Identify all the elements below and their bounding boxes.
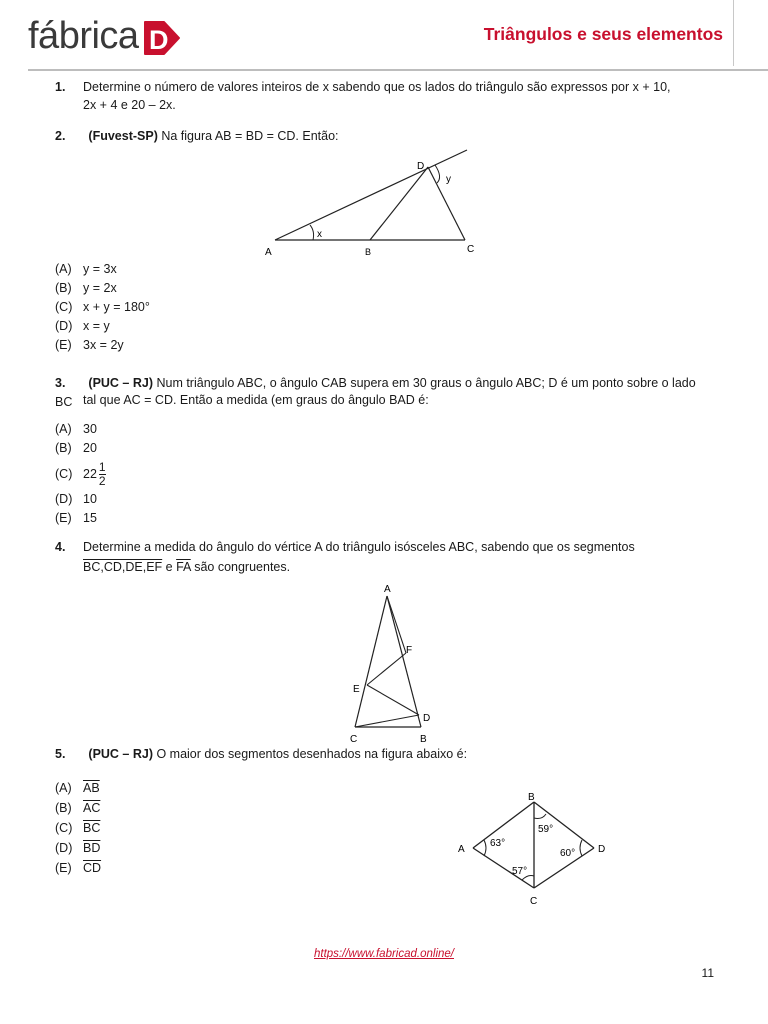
q5-options — [55, 779, 101, 879]
q5-angle-60: 60° — [560, 848, 576, 859]
q5-option-e[interactable]: (E) $\overline{CD}$ — [55, 861, 102, 875]
q5-label-a: A — [458, 844, 465, 855]
q5-number: 5. — [55, 747, 66, 761]
q3-option-c[interactable]: (C) 22 $\frac{1}{2}$ — [55, 460, 106, 489]
q5-angle-59: 59° — [538, 824, 554, 835]
q3-option-b[interactable]: (B) 20 — [55, 441, 97, 455]
q5-label-d: D — [598, 844, 606, 855]
q4-label-f: F — [406, 645, 413, 656]
q5-angle-57: 57° — [512, 866, 528, 877]
q5-option-c[interactable]: (C) $\overline{BC}$ — [55, 821, 101, 835]
q3-options — [55, 420, 255, 528]
q5-figure — [450, 788, 620, 910]
q2-option-b[interactable]: (B) y = 2x — [55, 281, 117, 295]
q3-text-line1: Num triângulo ABC, o ângulo CAB supera em 30 graus o ângulo ABC; D é um ponto sobre o lado BC — [55, 376, 696, 409]
q2-text: Na figura AB = BD = CD. Então: — [157, 129, 339, 143]
header-divider — [28, 69, 768, 71]
q4-label-e: E — [353, 684, 360, 695]
q4-label-a: A — [384, 584, 391, 595]
q1-number: 1. — [55, 80, 66, 94]
q2-option-e[interactable]: (E) 3x = 2y — [55, 338, 124, 352]
q2-figure — [255, 145, 485, 260]
q5-source: (PUC – RJ) — [88, 747, 153, 761]
q5-text: O maior dos segmentos desenhados na figura abaixo é: — [153, 747, 468, 761]
brand-text: fábrica — [28, 15, 139, 57]
page-title: Triângulos e seus elementos — [483, 24, 723, 44]
q3-number: 3. — [55, 376, 66, 390]
q5-option-d[interactable]: (D) $\overline{BD}$ — [55, 841, 101, 855]
q5-option-b[interactable]: (B) $\overline{AC}$ — [55, 801, 101, 815]
q5-label-c: C — [530, 896, 538, 907]
q4-figure — [340, 582, 440, 747]
q2-label-a: A — [265, 247, 272, 258]
q3-option-e[interactable]: (E) 15 — [55, 511, 97, 525]
q4-text-line2: BC,CD,DE,EF e $\overline{FA}$ são congruentes. — [83, 560, 291, 574]
q4-label-d: D — [423, 713, 431, 724]
q1-text-line1: Determine o número de valores inteiros de x sabendo que os lados do triângulo são expressos por x + 10, — [83, 80, 671, 94]
q1-text-line2: 2x + 4 e 20 – 2x. — [83, 98, 176, 112]
q2-option-d[interactable]: (D) x = y — [55, 319, 110, 333]
page-number: 11 — [701, 966, 714, 980]
q2-label-b: B — [365, 247, 372, 257]
header-divider-vertical — [733, 0, 734, 66]
q2-number: 2. — [55, 129, 66, 143]
q5-statement — [55, 745, 467, 764]
footer-link[interactable]: https://www.fabricad.online/ — [314, 948, 454, 960]
q4-segment-fa: $\overline{FA}$ — [176, 560, 191, 574]
q5-label-b: B — [528, 792, 535, 803]
q2-label-c: C — [467, 244, 475, 255]
q5-angle-63: 63° — [490, 838, 506, 849]
q2-label-x: x — [317, 229, 322, 240]
q2-label-y: y — [446, 174, 451, 185]
q2-label-d: D — [417, 161, 425, 172]
q3-option-d[interactable]: (D) 10 — [55, 492, 97, 506]
q2-option-c[interactable]: (C) x + y = 180° — [55, 300, 150, 314]
q2-option-a[interactable]: (A) y = 3x — [55, 262, 117, 276]
q4-segments: BC,CD,DE,EF — [83, 560, 163, 574]
q4-number: 4. — [55, 540, 66, 554]
q2-statement — [55, 127, 339, 146]
q5-option-a[interactable]: (A) $\overline{AB}$ — [55, 781, 100, 795]
q2-options — [55, 260, 150, 355]
brand-letter: D — [149, 25, 169, 55]
q4-label-c: C — [350, 734, 358, 745]
q3-option-a[interactable]: (A) 30 — [55, 422, 97, 436]
q2-source: (Fuvest-SP) — [88, 129, 158, 143]
q4-label-b: B — [420, 734, 427, 745]
q3-source: (PUC – RJ) — [88, 376, 153, 390]
q4-text-line1: Determine a medida do ângulo do vértice A do triângulo isósceles ABC, sabendo que os segmentos — [83, 540, 635, 554]
q3-text-line2: tal que AC = CD. Então a medida (em graus do ângulo BAD é: — [83, 393, 429, 407]
brand-d-icon — [142, 18, 182, 58]
q3-option-c-fraction: $\frac{1}{2}$ — [98, 460, 106, 489]
brand-logo — [28, 14, 139, 58]
